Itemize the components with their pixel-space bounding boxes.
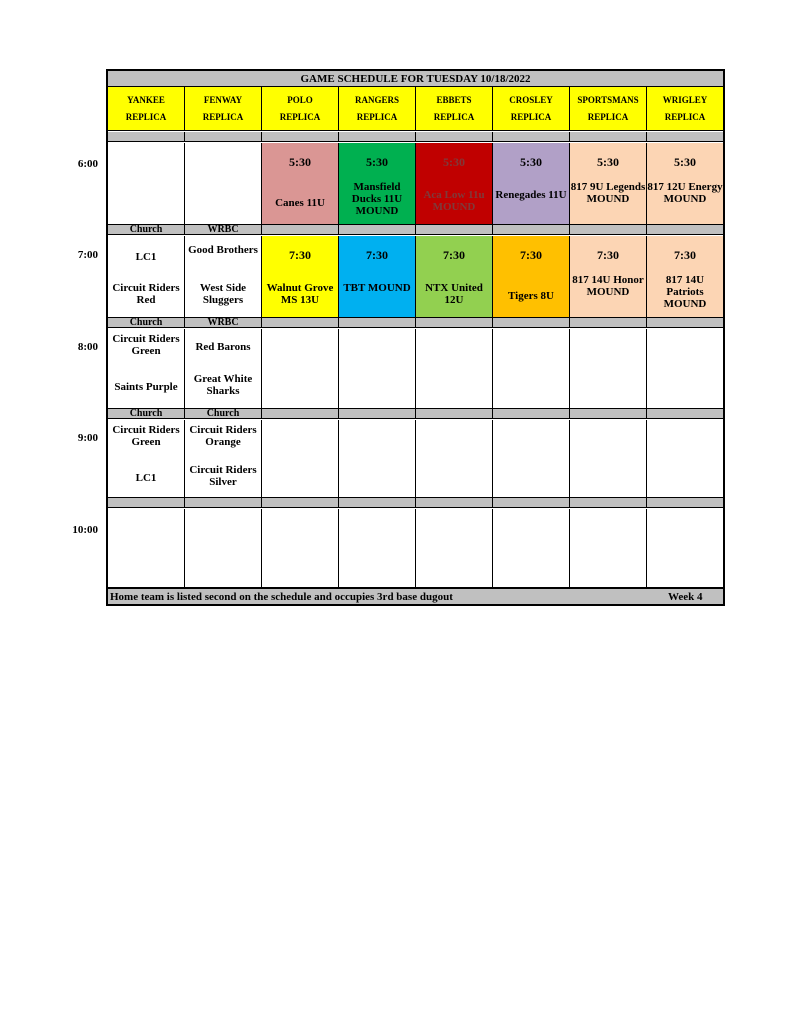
gap-label: Church bbox=[108, 225, 185, 235]
spacer-row bbox=[262, 498, 339, 508]
spacer-row bbox=[570, 225, 647, 235]
spacer-row bbox=[493, 318, 570, 328]
spacer-row bbox=[416, 409, 493, 419]
field-sub: REPLICA bbox=[587, 112, 629, 122]
gap-label: Church bbox=[108, 318, 185, 328]
game-time: 7:30 bbox=[674, 248, 696, 262]
time-label-8: 8:00 bbox=[77, 341, 98, 353]
game-team: Canes 11U bbox=[275, 197, 325, 209]
schedule-table bbox=[106, 69, 725, 606]
field-name: FENWAY bbox=[203, 95, 243, 105]
spacer-row bbox=[416, 132, 493, 142]
field-name: YANKEE bbox=[127, 95, 165, 105]
game-time: 5:30 bbox=[366, 155, 388, 169]
field-sub: REPLICA bbox=[202, 112, 244, 122]
game-team-home: Circuit Riders Silver bbox=[189, 464, 257, 488]
schedule-footer bbox=[108, 588, 723, 604]
field-header-polo bbox=[262, 87, 339, 131]
spacer-row bbox=[339, 409, 416, 419]
spacer-row bbox=[493, 132, 570, 142]
field-sub: REPLICA bbox=[664, 112, 706, 122]
game-time: 7:30 bbox=[443, 248, 465, 262]
spacer-row bbox=[647, 225, 723, 235]
game-cell bbox=[108, 236, 185, 318]
spacer-row bbox=[647, 409, 723, 419]
field-header-fenway bbox=[185, 87, 262, 131]
spacer-row bbox=[493, 225, 570, 235]
game-time: 7:30 bbox=[597, 248, 619, 262]
game-cell bbox=[416, 420, 493, 498]
game-cell bbox=[262, 236, 339, 318]
game-cell bbox=[262, 329, 339, 409]
game-cell bbox=[416, 236, 493, 318]
spacer-row bbox=[416, 318, 493, 328]
spacer-row bbox=[262, 409, 339, 419]
game-cell bbox=[570, 420, 647, 498]
game-team-home: West Side Sluggers bbox=[199, 282, 247, 306]
game-cell bbox=[339, 143, 416, 225]
field-header-ebbets bbox=[416, 87, 493, 131]
game-cell bbox=[185, 509, 262, 588]
gap-label: Church bbox=[185, 409, 262, 419]
game-cell bbox=[570, 236, 647, 318]
game-time: 5:30 bbox=[443, 155, 465, 169]
game-cell bbox=[339, 509, 416, 588]
spacer-row bbox=[416, 225, 493, 235]
field-name: SPORTSMANS bbox=[577, 95, 639, 105]
game-cell bbox=[108, 143, 185, 225]
game-cell bbox=[647, 329, 723, 409]
game-cell bbox=[108, 509, 185, 588]
week-label: Week 4 bbox=[668, 591, 703, 603]
game-time: 7:30 bbox=[520, 248, 542, 262]
game-cell bbox=[416, 509, 493, 588]
game-time: 5:30 bbox=[597, 155, 619, 169]
spacer-row bbox=[262, 318, 339, 328]
game-cell bbox=[339, 420, 416, 498]
game-cell bbox=[493, 236, 570, 318]
game-cell bbox=[416, 329, 493, 409]
game-cell bbox=[493, 143, 570, 225]
game-team: 817 14U Honor MOUND bbox=[572, 274, 644, 298]
spacer-row bbox=[570, 318, 647, 328]
game-cell bbox=[185, 236, 262, 318]
game-team-home: Great White Sharks bbox=[193, 373, 253, 397]
game-team: NTX United 12U bbox=[425, 282, 483, 306]
schedule-title: GAME SCHEDULE FOR TUESDAY 10/18/2022 bbox=[108, 71, 723, 87]
time-label-6: 6:00 bbox=[77, 158, 98, 170]
field-name: EBBETS bbox=[436, 95, 472, 105]
field-header-rangers bbox=[339, 87, 416, 131]
spacer-row bbox=[416, 498, 493, 508]
field-name: POLO bbox=[287, 95, 313, 105]
game-team: Renegades 11U bbox=[495, 189, 567, 201]
game-time: 5:30 bbox=[674, 155, 696, 169]
spacer-row bbox=[493, 409, 570, 419]
spacer-row bbox=[108, 498, 185, 508]
spacer-row bbox=[339, 498, 416, 508]
game-team: Mansfield Ducks 11U MOUND bbox=[351, 181, 403, 217]
game-team: 817 9U Legends MOUND bbox=[570, 181, 646, 205]
game-cell bbox=[185, 143, 262, 225]
game-team: Good Brothers bbox=[188, 244, 258, 256]
spacer-row bbox=[262, 225, 339, 235]
spacer-row bbox=[339, 225, 416, 235]
field-sub: REPLICA bbox=[125, 112, 167, 122]
game-cell bbox=[647, 420, 723, 498]
game-cell bbox=[570, 509, 647, 588]
game-team: Circuit Riders Green bbox=[112, 333, 180, 357]
game-cell bbox=[570, 329, 647, 409]
game-team: 817 12U Energy MOUND bbox=[647, 181, 723, 205]
time-label-9: 9:00 bbox=[77, 432, 98, 444]
game-team-home: Circuit Riders Red bbox=[112, 282, 180, 306]
game-cell bbox=[493, 420, 570, 498]
spacer-row bbox=[339, 318, 416, 328]
game-team-home: LC1 bbox=[135, 472, 157, 484]
field-name: CROSLEY bbox=[509, 95, 553, 105]
game-team: Aca Low 11u MOUND bbox=[423, 189, 485, 213]
footer-note: Home team is listed second on the schedule and occupies 3rd base dugout bbox=[110, 591, 453, 603]
spacer-row bbox=[647, 318, 723, 328]
field-sub: REPLICA bbox=[510, 112, 552, 122]
game-time: 7:30 bbox=[289, 248, 311, 262]
spacer-row bbox=[493, 498, 570, 508]
field-header-yankee bbox=[108, 87, 185, 131]
game-cell bbox=[262, 143, 339, 225]
spacer-row bbox=[339, 132, 416, 142]
game-team: Tigers 8U bbox=[508, 290, 554, 302]
game-time: 5:30 bbox=[289, 155, 311, 169]
spacer-row bbox=[185, 498, 262, 508]
spacer-row bbox=[570, 132, 647, 142]
gap-label: WRBC bbox=[185, 225, 262, 235]
game-team: Circuit Riders Green bbox=[112, 424, 180, 448]
game-cell bbox=[262, 509, 339, 588]
field-name: WRIGLEY bbox=[662, 95, 708, 105]
game-cell bbox=[647, 143, 723, 225]
spacer-row bbox=[647, 498, 723, 508]
game-time: 5:30 bbox=[520, 155, 542, 169]
field-header-crosley bbox=[493, 87, 570, 131]
game-team-home: Saints Purple bbox=[114, 381, 178, 393]
game-team: Circuit Riders Orange bbox=[189, 424, 257, 448]
game-cell bbox=[339, 236, 416, 318]
game-team: LC1 bbox=[135, 251, 157, 263]
spacer-row bbox=[185, 132, 262, 142]
game-cell bbox=[493, 509, 570, 588]
game-cell bbox=[108, 329, 185, 409]
game-team: Walnut Grove MS 13U bbox=[266, 282, 334, 306]
spacer-row bbox=[570, 409, 647, 419]
time-label-10: 10:00 bbox=[72, 524, 98, 536]
game-cell bbox=[647, 509, 723, 588]
game-cell bbox=[262, 420, 339, 498]
field-header-sportsmans bbox=[570, 87, 647, 131]
game-cell bbox=[570, 143, 647, 225]
field-sub: REPLICA bbox=[433, 112, 475, 122]
game-team: Red Barons bbox=[195, 341, 251, 353]
game-cell bbox=[108, 420, 185, 498]
game-cell bbox=[416, 143, 493, 225]
gap-label: Church bbox=[108, 409, 185, 419]
spacer-row bbox=[570, 498, 647, 508]
game-team: 817 14U Patriots MOUND bbox=[663, 274, 707, 310]
time-label-7: 7:00 bbox=[77, 249, 98, 261]
game-cell bbox=[647, 236, 723, 318]
game-cell bbox=[185, 329, 262, 409]
game-time: 7:30 bbox=[366, 248, 388, 262]
spacer-row bbox=[108, 132, 185, 142]
spacer-row bbox=[647, 132, 723, 142]
game-cell bbox=[185, 420, 262, 498]
field-sub: REPLICA bbox=[279, 112, 321, 122]
spacer-row bbox=[262, 132, 339, 142]
game-cell bbox=[339, 329, 416, 409]
gap-label: WRBC bbox=[185, 318, 262, 328]
field-header-wrigley bbox=[647, 87, 723, 131]
field-sub: REPLICA bbox=[356, 112, 398, 122]
game-cell bbox=[493, 329, 570, 409]
field-name: RANGERS bbox=[354, 95, 399, 105]
game-team: TBT MOUND bbox=[343, 282, 411, 294]
